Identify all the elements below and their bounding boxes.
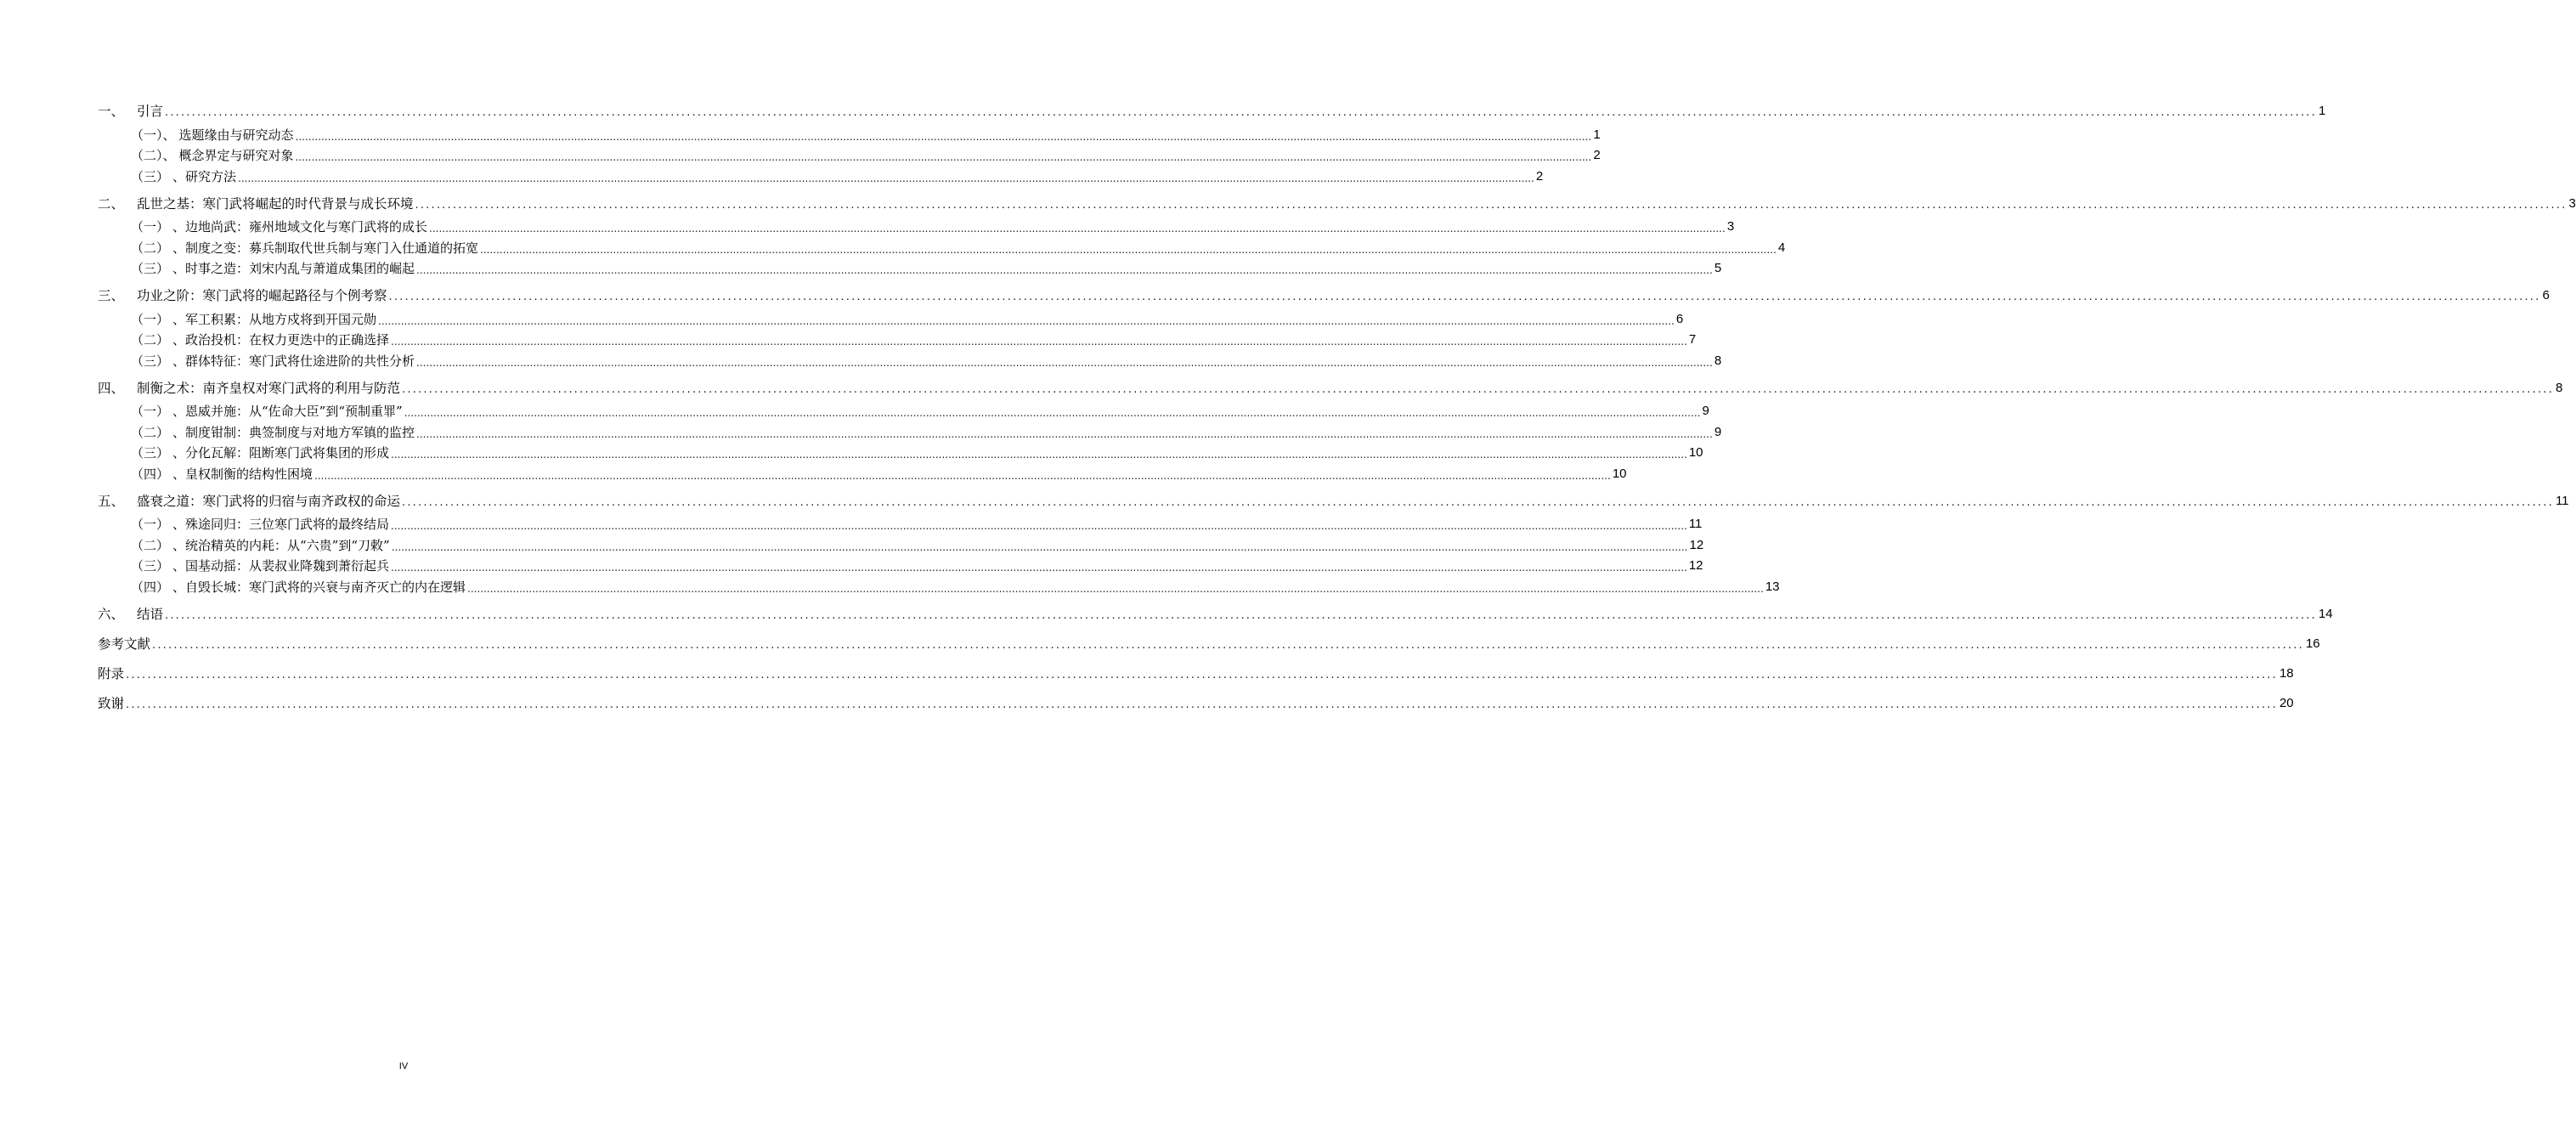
- toc-entry-section[interactable]: [98, 576, 1780, 597]
- toc-entry-number: （一）、: [131, 127, 176, 143]
- toc-entry-section[interactable]: [98, 556, 1703, 577]
- toc-entry-title: 附录: [98, 665, 125, 681]
- toc-entry-section[interactable]: [98, 463, 1627, 484]
- toc-entry-title: 、制度钳制：典签制度与对地方军镇的监控: [172, 424, 415, 440]
- toc-entry-page: 8: [1714, 353, 1722, 368]
- toc-dot-leader: ................................................................................................................................................................................................................................................................................................................................................................................................................: [165, 608, 2317, 622]
- toc-entry-page: 3: [2568, 195, 2576, 211]
- toc-dot-leader: ................................................................................................................................................................................................................................................................................................................................................................................................................: [152, 638, 2304, 652]
- toc-entry-title: 、时事之造：刘宋内乱与萧道成集团的崛起: [172, 261, 415, 276]
- toc-entry-page: 12: [1688, 558, 1703, 573]
- toc-dot-leader: ................................................................................................................................................................................................................................................................................................................................................................................................................: [126, 668, 2278, 681]
- toc-entry-page: 7: [1688, 332, 1697, 347]
- toc-entry-page: 11: [2555, 493, 2569, 508]
- toc-dot-leader: ................................................................................................................................................................................................................................................................................................................................................................................................................: [238, 172, 1534, 184]
- toc-entry-number: （三）: [131, 445, 170, 461]
- toc-entry-number: （四）: [131, 466, 170, 482]
- toc-entry-number: 二、: [98, 195, 125, 212]
- toc-entry-title: 、分化瓦解：阻断寒门武将集团的形成: [172, 445, 390, 461]
- toc-entry-chapter[interactable]: [98, 279, 2550, 308]
- toc-entry-page: 10: [1612, 466, 1627, 481]
- toc-entry-page: 6: [1675, 311, 1684, 326]
- toc-entry-section[interactable]: [98, 145, 1601, 167]
- toc-entry-page: 1: [1593, 127, 1601, 142]
- toc-entry-title: 、边地尚武：雍州地域文化与寒门武将的成长: [172, 219, 428, 235]
- toc-entry-page: 6: [2542, 288, 2550, 302]
- toc-entry-number: （三）: [131, 353, 170, 369]
- toc-entry-page: 1: [2318, 104, 2326, 118]
- toc-entry-page: 20: [2279, 695, 2294, 710]
- toc-entry-section[interactable]: [98, 258, 1722, 280]
- toc-entry-page: 11: [1688, 517, 1703, 531]
- toc-entry-title: 、恩威并施：从“佐命大臣”到“预制重罪”: [172, 404, 403, 419]
- toc-entry-chapter[interactable]: [98, 484, 2569, 514]
- toc-entry-number: 一、: [98, 104, 125, 119]
- toc-entry-section[interactable]: [98, 308, 1684, 330]
- toc-dot-leader: ................................................................................................................................................................................................................................................................................................................................................................................................................: [416, 264, 1713, 276]
- toc-dot-leader: ................................................................................................................................................................................................................................................................................................................................................................................................................: [416, 427, 1713, 440]
- toc-dot-leader: ................................................................................................................................................................................................................................................................................................................................................................................................................: [388, 291, 2541, 303]
- toc-dot-leader: ................................................................................................................................................................................................................................................................................................................................................................................................................: [415, 198, 2568, 212]
- toc-entry-section[interactable]: [98, 124, 1601, 145]
- toc-entry-chapter[interactable]: [98, 627, 2320, 657]
- toc-entry-title: 选题缘由与研究动态: [178, 127, 294, 143]
- toc-entry-chapter[interactable]: [98, 657, 2294, 687]
- toc-entry-section[interactable]: [98, 350, 1722, 371]
- toc-entry-title: 、军工积累：从地方戍将到开国元勋: [172, 311, 377, 327]
- toc-entry-title: 参考文献: [98, 636, 151, 652]
- toc-entry-page: 18: [2279, 665, 2294, 681]
- toc-entry-title: 乱世之基：寒门武将崛起的时代背景与成长环境: [137, 195, 414, 212]
- toc-dot-leader: ................................................................................................................................................................................................................................................................................................................................................................................................................: [429, 223, 1726, 235]
- toc-entry-number: （三）: [131, 261, 170, 276]
- toc-entry-chapter[interactable]: [98, 187, 2576, 217]
- toc-entry-number: （一）: [131, 219, 170, 235]
- toc-entry-section[interactable]: [98, 514, 1703, 535]
- toc-entry-page: 2: [1535, 168, 1544, 184]
- toc-entry-number: 三、: [98, 288, 125, 303]
- toc-entry-section[interactable]: [98, 443, 1703, 464]
- toc-entry-page: 13: [1765, 579, 1780, 594]
- toc-entry-title: 、群体特征：寒门武将仕途进阶的共性分析: [172, 353, 415, 369]
- toc-dot-leader: ................................................................................................................................................................................................................................................................................................................................................................................................................: [467, 582, 1764, 595]
- toc-dot-leader: ................................................................................................................................................................................................................................................................................................................................................................................................................: [165, 106, 2317, 119]
- toc-dot-leader: ................................................................................................................................................................................................................................................................................................................................................................................................................: [416, 356, 1713, 369]
- page-number-footer: IV: [398, 1061, 409, 1071]
- toc-entry-page: 9: [1714, 424, 1722, 439]
- toc-entry-number: （二）、: [131, 148, 176, 163]
- toc-entry-title: 、皇权制衡的结构性困境: [172, 466, 314, 482]
- toc-dot-leader: ................................................................................................................................................................................................................................................................................................................................................................................................................: [391, 449, 1687, 461]
- toc-entry-number: （三）: [131, 558, 170, 574]
- toc-entry-title: 、研究方法: [172, 168, 237, 184]
- toc-entry-number: （一）: [131, 311, 170, 327]
- toc-entry-title: 结语: [137, 606, 164, 622]
- toc-entry-page: 2: [1593, 148, 1601, 162]
- toc-entry-section[interactable]: [98, 237, 1786, 258]
- toc-entry-page: 5: [1714, 261, 1722, 275]
- toc-entry-section[interactable]: [98, 401, 1709, 422]
- toc-entry-number: 五、: [98, 493, 125, 509]
- toc-dot-leader: ................................................................................................................................................................................................................................................................................................................................................................................................................: [378, 314, 1675, 327]
- toc-entry-chapter[interactable]: [98, 687, 2294, 716]
- toc-entry-title: 、自毁长城：寒门武将的兴衰与南齐灭亡的内在逻辑: [172, 579, 466, 595]
- toc-entry-section[interactable]: [98, 166, 1544, 187]
- toc-entry-chapter[interactable]: [98, 597, 2333, 627]
- toc-dot-leader: ................................................................................................................................................................................................................................................................................................................................................................................................................: [126, 698, 2278, 711]
- toc-entry-number: 四、: [98, 380, 125, 396]
- toc-entry-number: （二）: [131, 240, 170, 256]
- toc-entry-chapter[interactable]: [98, 99, 2326, 124]
- table-of-contents: [98, 99, 2576, 716]
- toc-dot-leader: ................................................................................................................................................................................................................................................................................................................................................................................................................: [391, 336, 1687, 348]
- toc-entry-page: 14: [2318, 606, 2333, 621]
- toc-entry-number: （二）: [131, 332, 170, 348]
- toc-dot-leader: ................................................................................................................................................................................................................................................................................................................................................................................................................: [314, 469, 1611, 482]
- toc-entry-title: 致谢: [98, 695, 125, 711]
- toc-entry-title: 概念界定与研究对象: [178, 148, 294, 163]
- toc-entry-section[interactable]: [98, 217, 1735, 238]
- toc-entry-number: （一）: [131, 404, 170, 419]
- toc-entry-number: （一）: [131, 517, 170, 532]
- toc-entry-page: 8: [2555, 380, 2563, 395]
- toc-entry-title: 盛衰之道：寒门武将的归宿与南齐政权的命运: [137, 493, 401, 509]
- toc-dot-leader: ................................................................................................................................................................................................................................................................................................................................................................................................................: [295, 151, 1592, 163]
- toc-entry-section[interactable]: [98, 330, 1697, 351]
- toc-entry-title: 、制度之变：募兵制取代世兵制与寒门入仕通道的拓宽: [172, 240, 479, 256]
- toc-entry-section[interactable]: [98, 534, 1704, 556]
- toc-entry-number: （二）: [131, 537, 170, 553]
- toc-entry-page: 4: [1777, 240, 1786, 255]
- toc-entry-page: 16: [2305, 636, 2320, 651]
- toc-dot-leader: ................................................................................................................................................................................................................................................................................................................................................................................................................: [404, 407, 1701, 419]
- toc-dot-leader: ................................................................................................................................................................................................................................................................................................................................................................................................................: [480, 243, 1777, 256]
- toc-entry-page: 9: [1702, 404, 1709, 418]
- toc-dot-leader: ................................................................................................................................................................................................................................................................................................................................................................................................................: [391, 520, 1687, 532]
- toc-entry-number: （三）: [131, 168, 170, 184]
- toc-dot-leader: ................................................................................................................................................................................................................................................................................................................................................................................................................: [391, 540, 1688, 553]
- toc-entry-page: 12: [1689, 537, 1704, 552]
- toc-entry-section[interactable]: [98, 421, 1722, 443]
- toc-entry-page: 3: [1726, 219, 1735, 234]
- toc-entry-title: 、国基动摇：从裴叔业降魏到萧衍起兵: [172, 558, 390, 574]
- toc-entry-title: 功业之阶：寒门武将的崛起路径与个例考察: [137, 288, 387, 303]
- toc-entry-title: 、政治投机：在权力更迭中的正确选择: [172, 332, 390, 348]
- toc-entry-chapter[interactable]: [98, 371, 2563, 401]
- toc-entry-number: 六、: [98, 606, 125, 622]
- toc-entry-number: （二）: [131, 424, 170, 440]
- toc-dot-leader: ................................................................................................................................................................................................................................................................................................................................................................................................................: [402, 495, 2554, 509]
- toc-entry-title: 、统治精英的内耗：从“六贵”到“刀敕”: [172, 537, 390, 553]
- toc-entry-title: 引言: [137, 104, 164, 119]
- toc-dot-leader: ................................................................................................................................................................................................................................................................................................................................................................................................................: [402, 382, 2554, 396]
- toc-entry-page: 10: [1688, 445, 1703, 460]
- toc-dot-leader: ................................................................................................................................................................................................................................................................................................................................................................................................................: [391, 562, 1687, 574]
- toc-entry-title: 、殊途同归：三位寒门武将的最终结局: [172, 517, 390, 532]
- toc-dot-leader: ................................................................................................................................................................................................................................................................................................................................................................................................................: [295, 130, 1592, 143]
- toc-entry-number: （四）: [131, 579, 170, 595]
- toc-entry-title: 制衡之术：南齐皇权对寒门武将的利用与防范: [137, 380, 401, 396]
